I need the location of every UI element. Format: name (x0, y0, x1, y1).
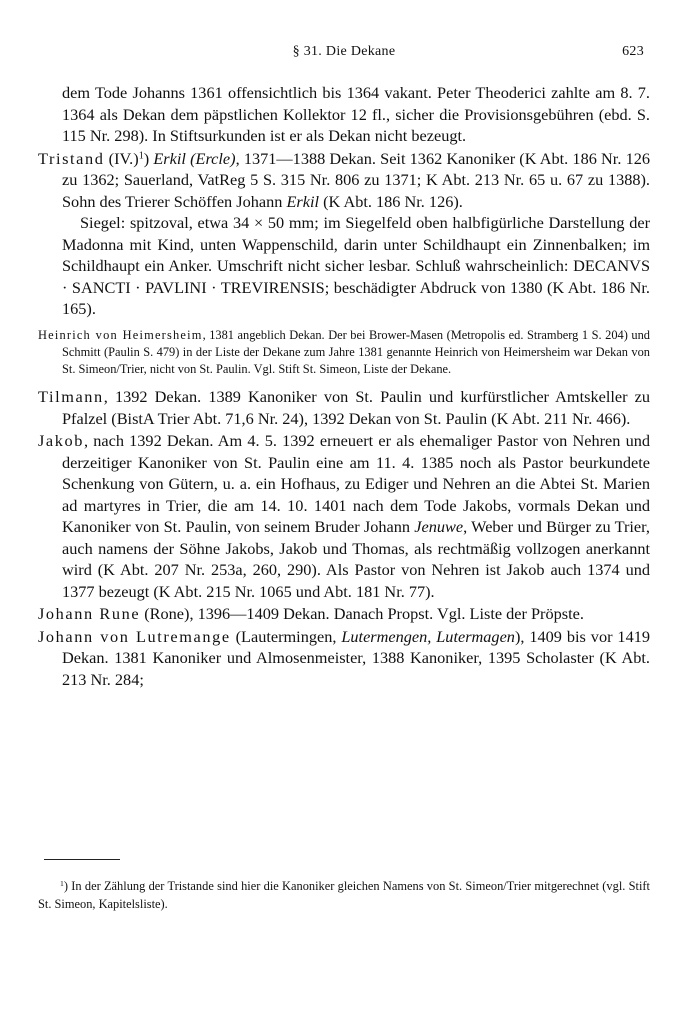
entry-name: Tilmann (38, 387, 104, 407)
entry-johann-rune: Johann Rune (Rone), 1396—1409 Dekan. Danach Propst. Vgl. Liste der Pröpste. (38, 604, 584, 624)
entry-name: Jakob (38, 431, 84, 451)
entry-name: Heinrich von Heimersheim (38, 327, 203, 342)
continuation-paragraph: dem Tode Johanns 1361 offensichtlich bis 1364 vakant. Peter Theoderici zahlte am 8. 7. 1364 als Dekan dem päpstlichen Kollektor 12 fl., sicher die Provisionsgebühren (ebd. S. 115 Nr. 298). In Stiftsurkunden ist er als Dekan nicht bezeugt. (62, 83, 650, 145)
footnote-mark: 1 (138, 149, 144, 161)
entry-jakob: Jakob, nach 1392 Dekan. Am 4. 5. 1392 erneuert er als ehemaliger Pastor von Nehren und derzeitiger Kanoniker von St. Paulin eine am 11. 4. 1385 noch als Pastor beurkundete Schenkung von Gütern, u. a. ein Hofhaus, zu Ediger und Nehren an die Abtei St. Marien ad martyres in Trier, die am 14. 10. 1401 nach dem Tode Jakobs, vormals Dekan und Kanoniker von St. Paulin, von seinem Bruder Johann Jenuwe, Weber und Bürger zu Trier, auch namens der Söhne Jakobs, Jakob und Thomas, als rechtmäßig vollzogen anerkannt wird (K Abt. 207 Nr. 253a, 260, 290). Als Pastor von Nehren ist Jakob auch 1374 und 1377 bezeugt (K Abt. 215 Nr. 1065 und Abt. 181 Nr. 77). (38, 431, 650, 601)
entry-johann-von-lutremange: Johann von Lutremange (Lautermingen, Lutermengen, Lutermagen), 1409 bis vor 1419 Dekan. 1381 Kanoniker und Almosenmeister, 1388 Kanoniker, 1395 Scholaster (K Abt. 213 Nr. 284; (38, 626, 650, 689)
entry-name: Johann Rune (38, 604, 141, 624)
footnote-number: 1 (60, 878, 64, 888)
entry-tristand: Tristand $(IV.)^1$) Erkil (Ercle), 1371—1388 Dekan. Seit 1362 Kanoniker (K Abt. 186 Nr. 126 zu 1362; Sauerland, VatReg 5 S. 315 Nr. 806 zu 1371; K Abt. 213 Nr. 65 u. 67 zu 1388). Sohn des Trierer Schöffen Johann Erkil (K Abt. 186 Nr. 126). (38, 148, 650, 211)
footnote-rule (44, 859, 120, 860)
entry-name: Johann von Lutremange (38, 626, 231, 646)
entry-heinrich: Heinrich von Heimersheim, 1381 angeblich Dekan. Der bei Brower-Masen (Metropolis ed. Stramberg 1 S. 204) und Schmitt (Paulin S. 479) in der Liste der Dekane zum Jahre 1381 genannte Heinrich von Heimersheim war Dekan von St. Simeon/Trier, nicht von St. Paulin. Vgl. Stift St. Simeon, Liste der Dekane. (38, 327, 650, 377)
running-head: § 31. Die Dekane (292, 44, 396, 59)
entry-name: Tristand (38, 148, 105, 168)
page-number: 623 (622, 44, 644, 59)
page-header (38, 44, 650, 64)
alt-names: Erkil (Ercle) (153, 148, 236, 168)
entry-tilmann: Tilmann, 1392 Dekan. 1389 Kanoniker von St. Paulin und kurfürstlicher Amtskeller zu Pfalzel (BistA Trier Abt. 71,6 Nr. 24), 1392 Dekan von St. Paulin (K Abt. 211 Nr. 466). (38, 387, 650, 428)
page-body (38, 82, 650, 690)
footnote: $^1$) In der Zählung der Tristande sind hier die Kanoniker gleichen Namens von St. Simeon/Trier mitgerechnet (vgl. Stift St. Simeon, Kapitelsliste). (38, 878, 650, 911)
seal-description: Siegel: spitzoval, etwa 34 × 50 mm; im Siegelfeld oben halbfigürliche Darstellung der Madonna mit Kind, unten Wappenschild, darin unter Schildhaupt ein Zinnenbalken; im Schildhaupt ein Anker. Umschrift nicht sicher lesbar. Schluß wahrscheinlich: DECANVS · SANCTI · PAVLINI · TREVIRENSIS; beschädigter Abdruck von 1380 (K Abt. 186 Nr. 165). (62, 213, 650, 318)
